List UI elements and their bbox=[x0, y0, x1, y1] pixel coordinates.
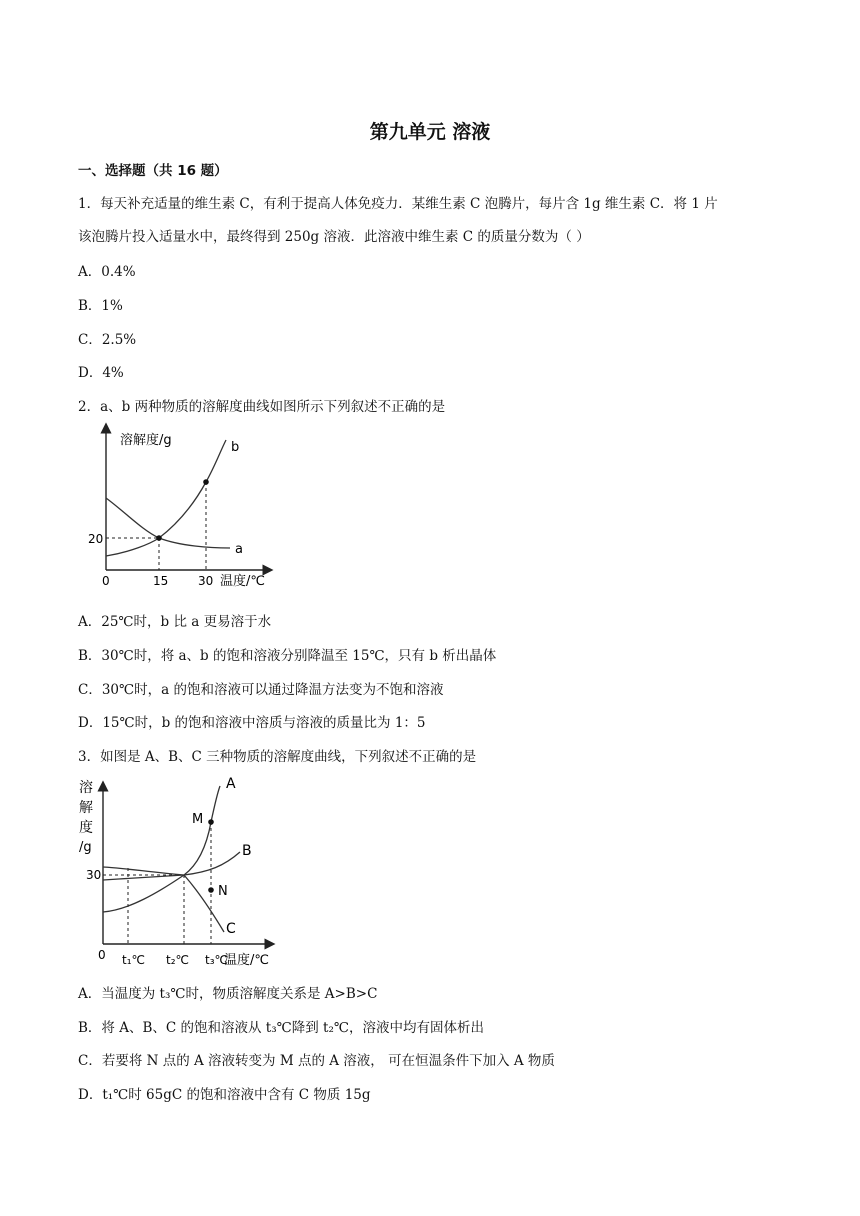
q2-option-c: C．30℃时，a 的饱和溶液可以通过降温方法变为不饱和溶液 bbox=[78, 682, 444, 698]
q1-option-c: C．2.5% bbox=[78, 332, 137, 348]
q2-ylabel: 溶解度/g bbox=[120, 433, 172, 448]
q1-stem-line1: 1．每天补充适量的维生素 C，有利于提高人体免疫力．某维生素 C 泡腾片，每片含 1g 维生素 C．将 1 片 bbox=[78, 196, 718, 212]
page-title: 第九单元 溶液 bbox=[369, 121, 491, 143]
q2-point-intersect bbox=[156, 535, 162, 541]
q2-solubility-chart bbox=[80, 422, 280, 594]
q1-stem-line2: 该泡腾片投入适量水中，最终得到 250g 溶液．此溶液中维生素 C 的质量分数为（ ） bbox=[78, 229, 590, 245]
q3-xtick-t3: t₃℃ bbox=[205, 953, 228, 967]
q2-xtick-30: 30 bbox=[198, 574, 214, 588]
q3-option-a: A．当温度为 t₃℃时，物质溶解度关系是 A>B>C bbox=[78, 986, 378, 1002]
q2-ytick-20: 20 bbox=[88, 532, 104, 546]
q3-ylabel-1: 溶 bbox=[79, 780, 93, 796]
q3-option-d: D．t₁℃时 65gC 的饱和溶液中含有 C 物质 15g bbox=[78, 1087, 371, 1103]
q3-xtick-0: 0 bbox=[98, 948, 106, 962]
q3-label-c: C bbox=[226, 921, 236, 937]
section-heading: 一、选择题（共 16 题） bbox=[78, 163, 228, 179]
q3-option-c: C．若要将 N 点的 A 溶液转变为 M 点的 A 溶液， 可在恒温条件下加入 A 物质 bbox=[78, 1053, 555, 1069]
q3-label-b: B bbox=[242, 843, 252, 859]
q2-xlabel: 温度/℃ bbox=[220, 574, 265, 589]
q2-label-a: a bbox=[235, 542, 243, 557]
q3-ytick-30: 30 bbox=[86, 868, 102, 882]
q3-ylabel-4: /g bbox=[79, 840, 92, 855]
q3-solubility-chart bbox=[74, 772, 286, 970]
q1-option-d: D．4% bbox=[78, 365, 124, 381]
q3-point-m bbox=[208, 819, 214, 825]
q2-xtick-0: 0 bbox=[102, 574, 110, 588]
q3-label-a: A bbox=[226, 776, 236, 792]
q2-curve-a bbox=[106, 498, 230, 548]
q2-option-d: D．15℃时，b 的饱和溶液中溶质与溶液的质量比为 1：5 bbox=[78, 715, 426, 731]
q3-stem: 3．如图是 A、B、C 三种物质的溶解度曲线，下列叙述不正确的是 bbox=[78, 749, 477, 765]
q2-point-b30 bbox=[203, 479, 209, 485]
q2-curve-b bbox=[106, 440, 226, 556]
q3-point-n bbox=[208, 887, 214, 893]
q3-option-b: B．将 A、B、C 的饱和溶液从 t₃℃降到 t₂℃，溶液中均有固体析出 bbox=[78, 1020, 484, 1036]
q3-label-m: M bbox=[192, 812, 204, 827]
q3-curve-a bbox=[103, 786, 220, 912]
q3-xtick-t2: t₂℃ bbox=[166, 953, 189, 967]
q3-xlabel: 温度/℃ bbox=[224, 953, 269, 968]
q2-label-b: b bbox=[231, 440, 240, 455]
q2-option-a: A．25℃时，b 比 a 更易溶于水 bbox=[78, 614, 272, 630]
q2-xtick-15: 15 bbox=[153, 574, 169, 588]
q3-xtick-t1: t₁℃ bbox=[122, 953, 145, 967]
q3-ylabel-3: 度 bbox=[79, 820, 93, 836]
q1-option-a: A．0.4% bbox=[78, 264, 136, 280]
q3-ylabel-2: 解 bbox=[79, 800, 93, 816]
q3-curve-b bbox=[103, 852, 240, 880]
q2-option-b: B．30℃时，将 a、b 的饱和溶液分别降温至 15℃，只有 b 析出晶体 bbox=[78, 648, 497, 664]
q2-stem: 2．a、b 两种物质的溶解度曲线如图所示下列叙述不正确的是 bbox=[78, 399, 446, 415]
q1-option-b: B．1% bbox=[78, 298, 123, 314]
q3-label-n: N bbox=[218, 884, 228, 899]
